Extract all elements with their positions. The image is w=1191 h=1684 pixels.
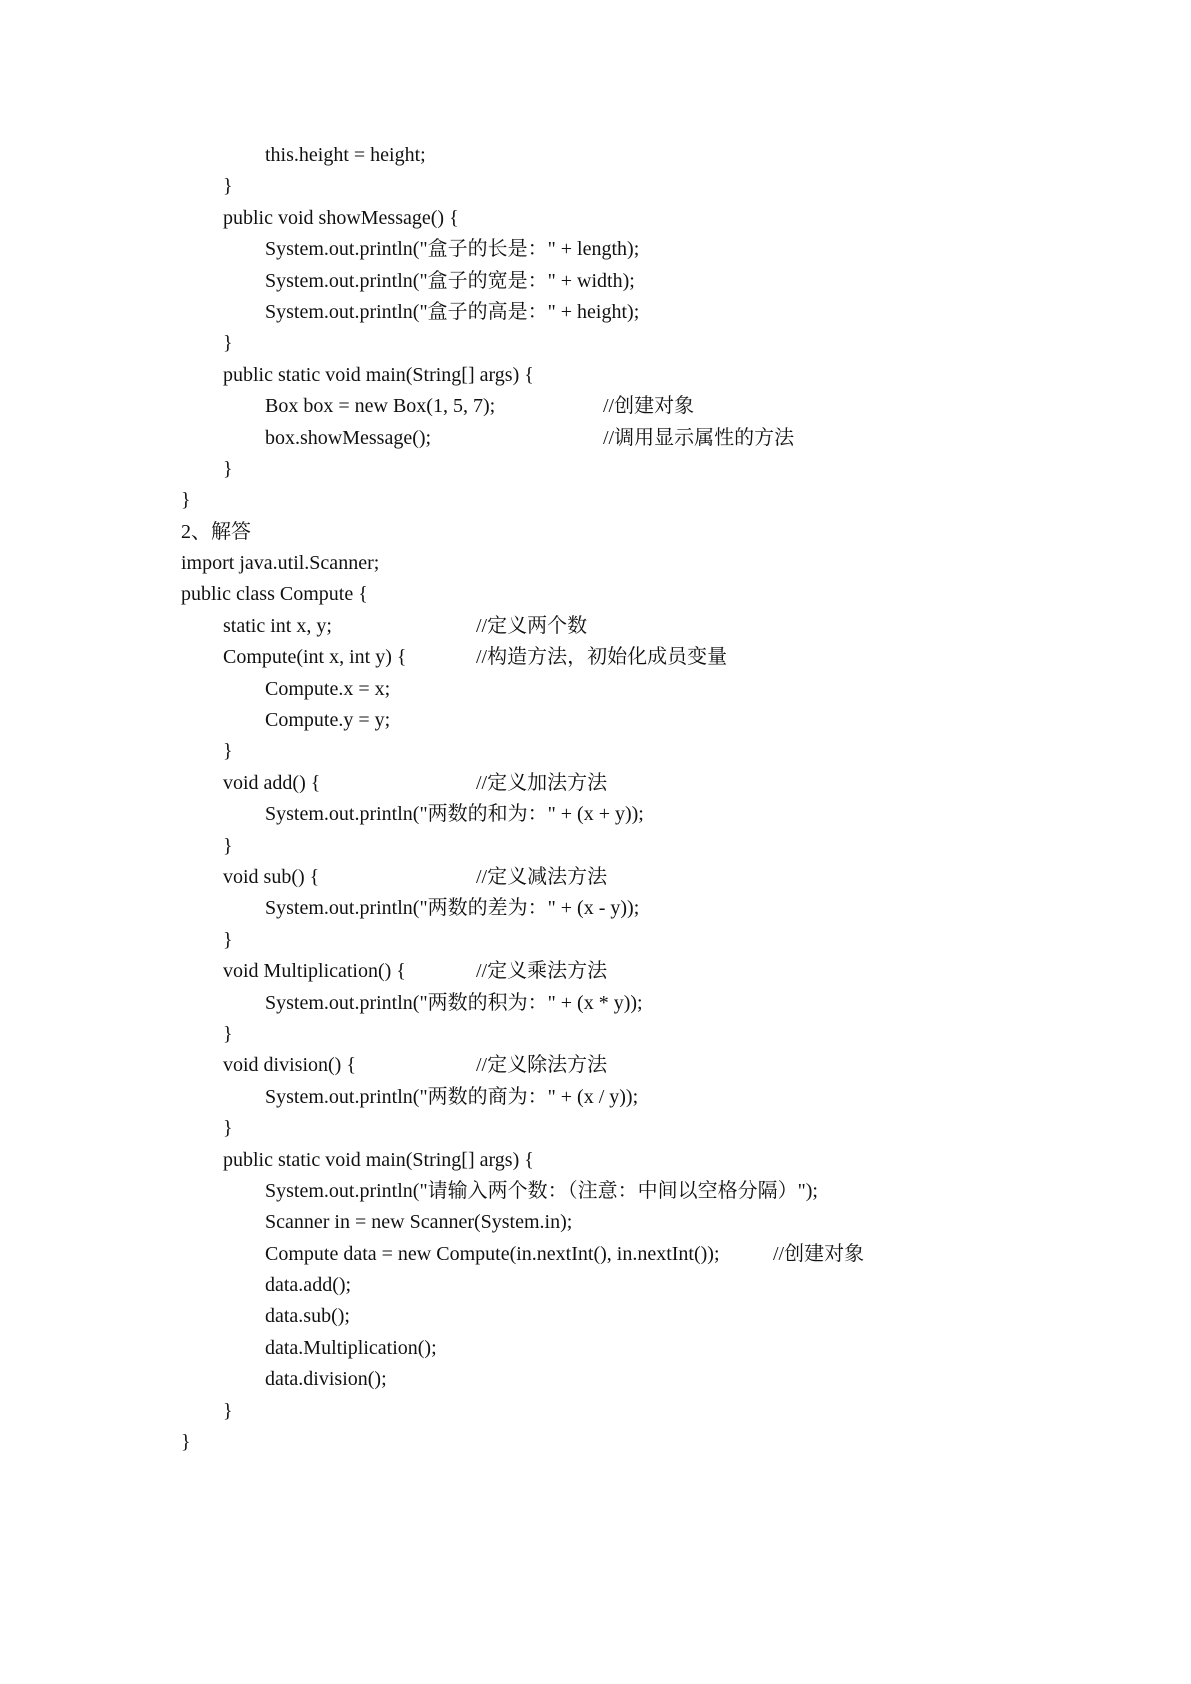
code-text: System.out.println("盒子的长是：" + length);	[265, 238, 640, 261]
code-line	[0, 1270, 1191, 1301]
code-line	[0, 1113, 1191, 1144]
code-listing	[0, 140, 1191, 1458]
code-text: void division() {	[223, 1054, 356, 1077]
code-text: }	[223, 1117, 233, 1140]
code-text: }	[181, 1431, 191, 1454]
code-text: System.out.println("两数的和为：" + (x + y));	[265, 803, 644, 826]
code-line	[0, 140, 1191, 171]
code-line	[0, 297, 1191, 328]
code-text: System.out.println("两数的积为：" + (x * y));	[265, 991, 643, 1014]
code-line	[0, 548, 1191, 579]
code-text: Compute(int x, int y) {	[223, 646, 407, 669]
code-comment: //调用显示属性的方法	[603, 426, 795, 449]
code-text: Compute data = new Compute(in.nextInt(), in.nextInt());	[265, 1242, 720, 1265]
code-line	[0, 423, 1191, 454]
code-line	[0, 768, 1191, 799]
code-text: box.showMessage();	[265, 426, 432, 449]
code-text: public class Compute {	[181, 583, 368, 606]
code-line	[0, 1427, 1191, 1458]
code-text: }	[223, 332, 233, 355]
code-text: import java.util.Scanner;	[181, 552, 380, 575]
code-line	[0, 517, 1191, 548]
code-text: void add() {	[223, 771, 321, 794]
code-line	[0, 642, 1191, 673]
code-text: }	[223, 834, 233, 857]
code-line	[0, 1082, 1191, 1113]
code-line	[0, 1396, 1191, 1427]
code-line	[0, 1176, 1191, 1207]
code-text: Box box = new Box(1, 5, 7);	[265, 395, 496, 418]
code-text: System.out.println("两数的商为：" + (x / y));	[265, 1085, 639, 1108]
code-text: }	[223, 1399, 233, 1422]
code-line	[0, 1145, 1191, 1176]
code-comment: //定义减法方法	[476, 865, 608, 888]
code-line	[0, 454, 1191, 485]
code-text: public void showMessage() {	[223, 206, 459, 229]
code-line	[0, 799, 1191, 830]
code-line	[0, 1019, 1191, 1050]
code-line	[0, 203, 1191, 234]
code-text: }	[223, 928, 233, 951]
code-line	[0, 266, 1191, 297]
code-text: System.out.println("请输入两个数：（注意：中间以空格分隔）");	[265, 1179, 818, 1202]
code-comment: //创建对象	[603, 395, 695, 418]
code-text: data.division();	[265, 1368, 387, 1391]
code-comment: //定义除法方法	[476, 1054, 608, 1077]
code-line	[0, 328, 1191, 359]
code-line	[0, 1364, 1191, 1395]
code-text: data.add();	[265, 1274, 352, 1297]
code-line	[0, 171, 1191, 202]
code-line	[0, 736, 1191, 767]
code-line	[0, 611, 1191, 642]
code-text: data.sub();	[265, 1305, 350, 1328]
code-line	[0, 485, 1191, 516]
code-text: public static void main(String[] args) {	[223, 1148, 534, 1171]
code-comment: //构造方法，初始化成员变量	[476, 646, 728, 669]
code-text: }	[223, 457, 233, 480]
code-comment: //定义乘法方法	[476, 960, 608, 983]
code-text: }	[223, 175, 233, 198]
code-line	[0, 1239, 1191, 1270]
code-text: Scanner in = new Scanner(System.in);	[265, 1211, 573, 1234]
code-text: this.height = height;	[265, 144, 426, 166]
code-line	[0, 925, 1191, 956]
code-text: }	[223, 740, 233, 763]
section-heading: 2、解答	[181, 520, 251, 543]
code-text: void sub() {	[223, 865, 320, 888]
code-line	[0, 674, 1191, 705]
code-line	[0, 988, 1191, 1019]
code-text: System.out.println("盒子的高是：" + height);	[265, 300, 640, 323]
code-text: Compute.x = x;	[265, 677, 391, 700]
code-line	[0, 1301, 1191, 1332]
code-text: System.out.println("两数的差为：" + (x - y));	[265, 897, 640, 920]
code-line	[0, 234, 1191, 265]
code-comment: //定义加法方法	[476, 771, 608, 794]
code-text: public static void main(String[] args) {	[223, 363, 534, 386]
code-text: static int x, y;	[223, 614, 332, 637]
code-line	[0, 1050, 1191, 1081]
code-line	[0, 579, 1191, 610]
code-line	[0, 705, 1191, 736]
code-line	[0, 391, 1191, 422]
code-comment: //定义两个数	[476, 614, 588, 637]
code-comment: //创建对象	[773, 1242, 865, 1265]
code-text: Compute.y = y;	[265, 709, 391, 732]
code-text: data.Multiplication();	[265, 1336, 437, 1359]
code-line	[0, 1333, 1191, 1364]
code-text: System.out.println("盒子的宽是：" + width);	[265, 269, 635, 292]
code-line	[0, 956, 1191, 987]
code-line	[0, 1207, 1191, 1238]
code-line	[0, 360, 1191, 391]
code-line	[0, 893, 1191, 924]
code-text: void Multiplication() {	[223, 960, 406, 983]
code-text: }	[223, 1022, 233, 1045]
code-text: }	[181, 489, 191, 512]
code-line	[0, 831, 1191, 862]
code-line	[0, 862, 1191, 893]
